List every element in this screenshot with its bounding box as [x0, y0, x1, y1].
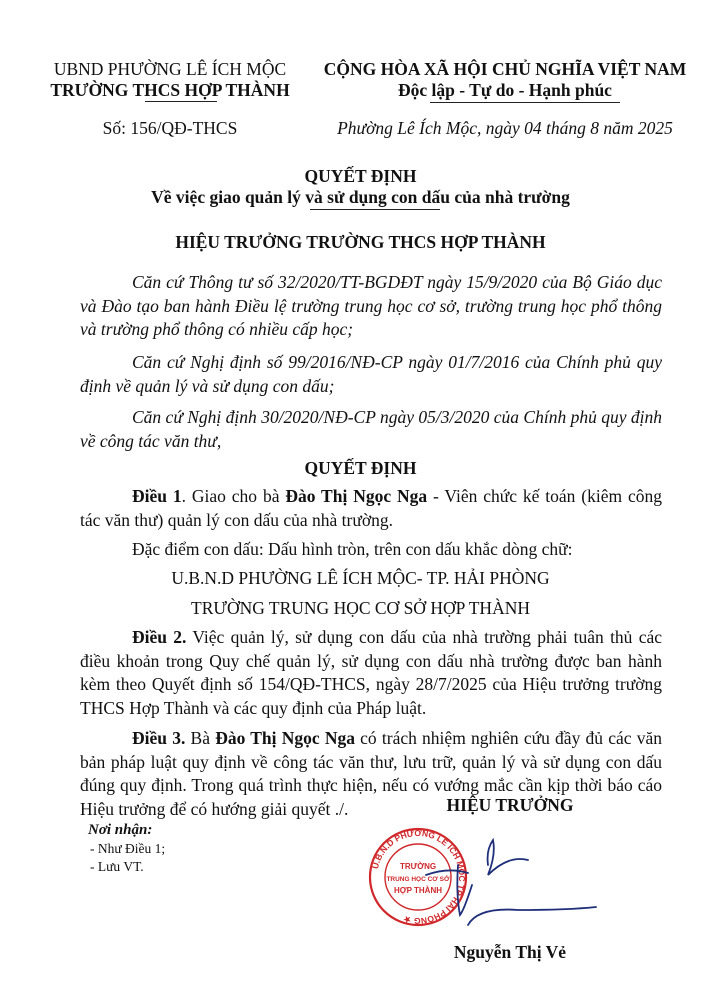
issuer-block [40, 59, 300, 101]
issuer-authority: UBND PHƯỜNG LÊ ÍCH MỘC [53, 59, 287, 79]
divider [310, 209, 440, 210]
seal-inscription-1: U.B.N.D PHƯỜNG LÊ ÍCH MỘC- TP. HẢI PHÒNG [171, 568, 550, 588]
article-2 [80, 626, 662, 720]
recipient-item: - Lưu VT. [90, 859, 144, 874]
article-text: có trách nhiệm nghiên cứu đầy đủ các văn bản pháp luật quy định về công tác văn thư, lưu trữ, quản lý và sử dụng con dấu đúng quy định. Trong quá trình thực hiện, nếu có vướng mắc cần kịp thời báo cáo Hiệu trưởng để có hướng giải quyết ./. [80, 728, 663, 819]
svg-text:TRƯỜNG: TRƯỜNG [399, 862, 437, 871]
basis-3: Căn cứ Nghị định 30/2020/NĐ-CP ngày 05/3/2020 của Chính phủ quy định về công tác văn thư, [80, 407, 662, 451]
article-text: Việc quản lý, sử dụng con dấu của nhà trường phải tuân thủ các điều khoản trong Quy chế quản lý, sử dụng con dấu nhà trường được ban hành kèm theo Quyết định số 154/QĐ-THCS, ngày 28/7/2025 của Hiệu trưởng trường THCS Hợp Thành và các quy định của Pháp luật. [80, 627, 663, 718]
article-1 [80, 485, 662, 532]
svg-text:U.B.N.D PHƯỜNG LÊ ÍCH MỘC TP H: U.B.N.D PHƯỜNG LÊ ÍCH MỘC TP HẢI PHÒNG ★ [369, 827, 468, 927]
issuer-school: TRƯỜNG THCS HỢP THÀNH [50, 80, 290, 100]
article-label: Điều 3. [132, 728, 186, 748]
authority-heading: HIỆU TRƯỞNG TRƯỜNG THCS HỢP THÀNH [175, 232, 546, 252]
national-title: CỘNG HÒA XÃ HỘI CHỦ NGHĨA VIỆT NAM [323, 59, 687, 79]
divider [430, 102, 620, 103]
recipient-item: - Như Điều 1; [90, 841, 166, 856]
recipients-label: Nơi nhận: [88, 822, 153, 838]
article-label: Điều 1 [132, 486, 182, 506]
article-text: . Giao cho bà [181, 486, 286, 506]
article-text: - Viên chức kế toán (kiêm công tác văn thư) quản lý con dấu của nhà trường. [80, 486, 663, 530]
national-block [300, 59, 710, 101]
national-motto: Độc lập - Tự do - Hạnh phúc [398, 80, 612, 100]
seal-and-signature [368, 815, 608, 940]
svg-text:TRUNG HỌC CƠ SỞ: TRUNG HỌC CƠ SỞ [386, 876, 450, 883]
place-date: Phường Lê Ích Mộc, ngày 04 tháng 8 năm 2025 [337, 118, 673, 138]
person-name: Đào Thị Ngọc Nga [285, 486, 428, 506]
document-number: Số: 156/QĐ-THCS [102, 118, 238, 138]
school-seal-icon [370, 827, 468, 926]
decision-heading: QUYẾT ĐỊNH [304, 458, 417, 478]
basis-1: Căn cứ Thông tư số 32/2020/TT-BGDĐT ngày 15/9/2020 của Bộ Giáo dục và Đào tạo ban hành Điều lệ trường trung học cơ sở, trường trung học phổ thông và trường phổ thông có nhiều cấp học; [80, 272, 662, 339]
document-subject: Về việc giao quản lý và sử dụng con dấu của nhà trường [151, 187, 570, 207]
person-name: Đào Thị Ngọc Nga [215, 728, 355, 748]
signer-title: HIỆU TRƯỞNG [446, 795, 574, 815]
signer-name: Nguyễn Thị Vẻ [453, 942, 567, 962]
article-label: Điều 2. [132, 627, 187, 647]
divider [145, 101, 217, 102]
basis-2: Căn cứ Nghị định số 99/2016/NĐ-CP ngày 01/7/2016 của Chính phủ quy định về quản lý và sử dụng con dấu; [80, 352, 662, 396]
document-type: QUYẾT ĐỊNH [304, 166, 417, 186]
recipients-block [88, 822, 165, 875]
seal-description: Đặc điểm con dấu: Dấu hình tròn, trên con dấu khắc dòng chữ: [132, 539, 573, 559]
seal-inscription-2: TRƯỜNG TRUNG HỌC CƠ SỞ HỢP THÀNH [191, 598, 530, 618]
svg-text:HỢP THÀNH: HỢP THÀNH [393, 886, 443, 895]
article-text: Bà [185, 728, 216, 748]
